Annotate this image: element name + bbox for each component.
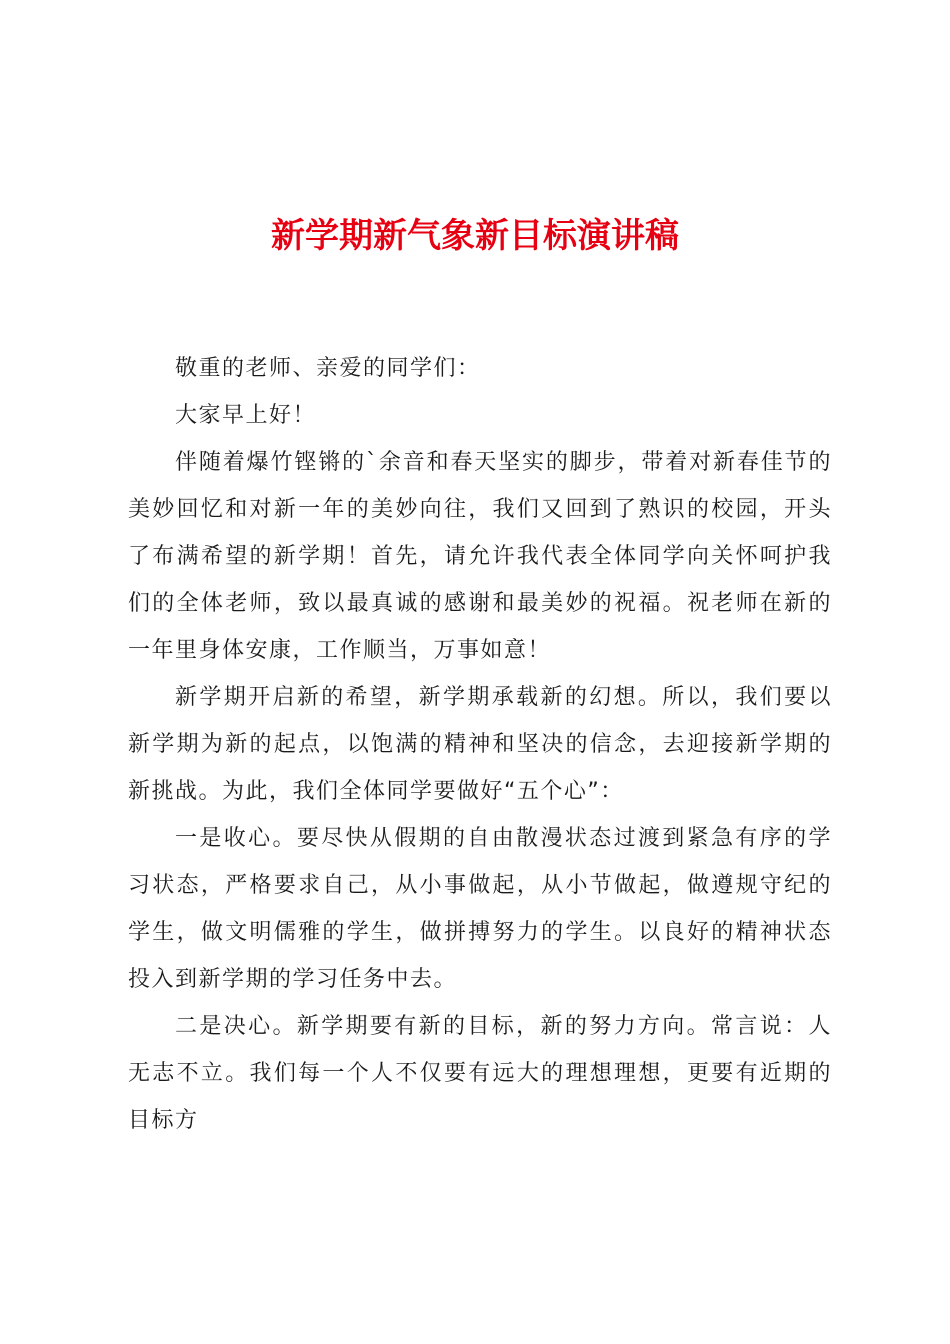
- paragraph-point-two: 二是决心。新学期要有新的目标，新的努力方向。常言说：人无志不立。我们每一个人不仅要有远大的理想理想，更要有近期的目标方: [128, 1014, 832, 1133]
- paragraph-greeting: 大家早上好！: [175, 403, 317, 428]
- document-body: [128, 345, 832, 1144]
- document-title: 新学期新气象新目标演讲稿: [271, 216, 679, 256]
- paragraph-point-one: 一是收心。要尽快从假期的自由散漫状态过渡到紧急有序的学习状态，严格要求自己，从小事做起，从小节做起，做遵规守纪的学生，做文明儒雅的学生，做拼搏努力的学生。以良好的精神状态投入到新学期的学习任务中去。: [128, 826, 832, 992]
- paragraph-intro: 伴随着爆竹铿锵的`余音和春天坚实的脚步，带着对新春佳节的美妙回忆和对新一年的美妙向往，我们又回到了熟识的校园，开头了布满希望的新学期！首先，请允许我代表全体同学向关怀呵护我们的全体老师，致以最真诚的感谢和最美妙的祝福。祝老师在新的一年里身体安康，工作顺当，万事如意！: [128, 450, 832, 663]
- paragraph-new-semester: 新学期开启新的希望，新学期承载新的幻想。所以，我们要以新学期为新的起点，以饱满的精神和坚决的信念，去迎接新学期的新挑战。为此，我们全体同学要做好“五个心”：: [128, 685, 832, 804]
- paragraph-salutation: 敬重的老师、亲爱的同学们：: [175, 356, 481, 381]
